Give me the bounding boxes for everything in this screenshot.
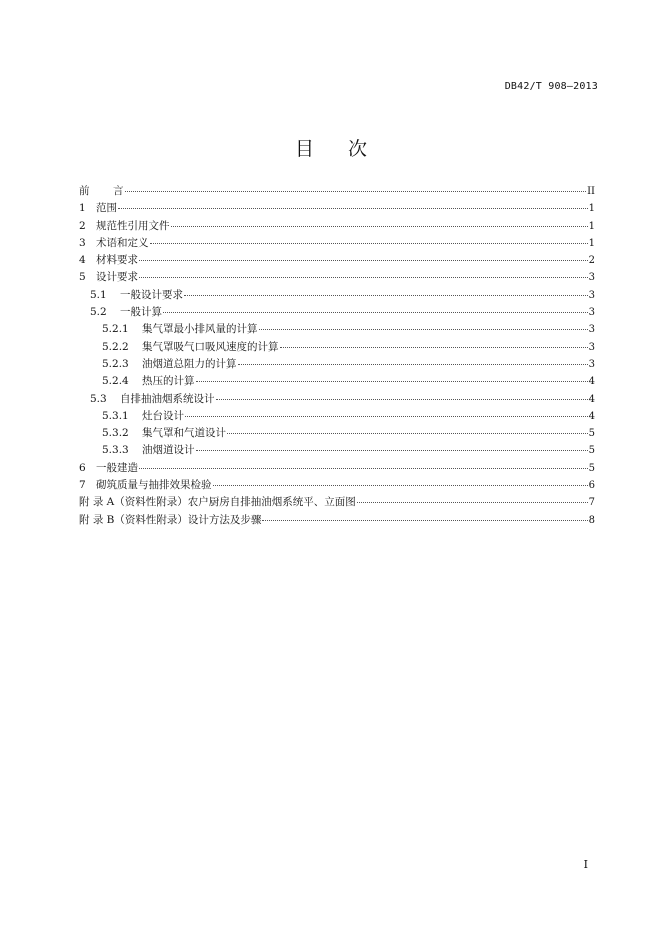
toc-entry-label: （资料性附录）农户厨房自排抽油烟系统平、立面图: [114, 496, 356, 509]
toc-entry-page: 3: [588, 272, 595, 284]
toc-entry[interactable]: [79, 287, 595, 304]
toc-entry-number: 5: [79, 271, 86, 284]
toc-entry[interactable]: [79, 321, 595, 338]
toc-entry[interactable]: [79, 442, 595, 459]
toc-entry-number: 7: [79, 479, 86, 492]
table-of-contents: [79, 183, 595, 529]
toc-entry-number: 5.2.1: [102, 323, 129, 336]
toc-entry-page: 3: [588, 289, 595, 301]
toc-entry-page: 1: [588, 203, 595, 215]
document-code: DB42/T 908—2013: [504, 81, 598, 92]
toc-entry[interactable]: [79, 425, 595, 442]
toc-entry-label: 设计要求: [96, 271, 138, 284]
toc-entry-number: 5.2.3: [102, 357, 129, 370]
toc-leader-dots: [171, 226, 588, 227]
toc-leader-dots: [185, 416, 588, 417]
toc-entry-label: 热压的计算: [142, 375, 195, 388]
toc-entry[interactable]: [79, 304, 595, 321]
toc-entry-number: 5.2: [90, 306, 107, 319]
toc-leader-dots: [227, 433, 588, 434]
toc-entry[interactable]: [79, 477, 595, 494]
toc-entry[interactable]: [79, 218, 595, 235]
toc-entry-number: 5.2.4: [102, 375, 129, 388]
toc-entry-label: 言: [113, 185, 124, 197]
toc-entry-label: 一般设计要求: [120, 288, 183, 301]
toc-entry-page: 5: [588, 428, 595, 440]
toc-leader-dots: [163, 312, 588, 313]
toc-entry[interactable]: [79, 183, 595, 200]
toc-leader-dots: [184, 295, 588, 296]
toc-leader-dots: [125, 191, 587, 192]
toc-entry-number: 5.2.2: [102, 340, 129, 353]
toc-entry-number: 附 录 A: [79, 496, 115, 509]
toc-leader-dots: [216, 399, 588, 400]
toc-entry[interactable]: [79, 235, 595, 252]
toc-entry-number: 5.3: [90, 392, 107, 405]
toc-entry-page: 4: [588, 410, 595, 422]
toc-entry-page: 3: [588, 341, 595, 353]
toc-entry-number: 2: [79, 219, 86, 232]
toc-leader-dots: [357, 502, 588, 503]
toc-entry[interactable]: [79, 356, 595, 373]
toc-entry[interactable]: [79, 339, 595, 356]
toc-entry-label: 砌筑质量与抽排效果检验: [96, 479, 212, 492]
page-number: I: [583, 858, 588, 871]
toc-entry[interactable]: [79, 460, 595, 477]
toc-entry-page: 4: [588, 393, 595, 405]
toc-entry-page: 8: [588, 514, 595, 526]
toc-entry-label: 范围: [96, 202, 117, 215]
toc-entry-page: 6: [588, 480, 595, 492]
toc-entry-page: 1: [588, 220, 595, 232]
toc-entry[interactable]: [79, 494, 595, 511]
toc-entry[interactable]: [79, 200, 595, 217]
toc-entry[interactable]: [79, 512, 595, 529]
toc-leader-dots: [262, 520, 587, 521]
toc-entry[interactable]: [79, 373, 595, 390]
toc-leader-dots: [139, 468, 588, 469]
toc-leader-dots: [280, 347, 588, 348]
toc-entry-number: 5.1: [90, 288, 107, 301]
toc-entry-page: 1: [588, 237, 595, 249]
toc-leader-dots: [139, 277, 588, 278]
page-title: 目 次: [294, 138, 382, 160]
toc-entry-page: 7: [588, 497, 595, 509]
toc-entry-label: （资料性附录）设计方法及步骤: [114, 513, 262, 526]
toc-entry-page: 3: [588, 324, 595, 336]
toc-leader-dots: [213, 485, 588, 486]
toc-entry-page: 3: [588, 307, 595, 319]
toc-leader-dots: [196, 450, 588, 451]
toc-leader-dots: [139, 260, 588, 261]
toc-entry-page: 3: [588, 358, 595, 370]
toc-entry-label: 术语和定义: [96, 236, 149, 249]
toc-entry-label: 材料要求: [96, 254, 138, 267]
toc-entry-number: 5.3.1: [102, 409, 129, 422]
toc-entry-number: 5.3.2: [102, 427, 129, 440]
toc-entry-page: 2: [588, 255, 595, 267]
toc-leader-dots: [259, 329, 588, 330]
toc-entry-page: 5: [588, 445, 595, 457]
toc-entry-label: 集气罩和气道设计: [142, 427, 226, 440]
toc-entry-number: 6: [79, 461, 86, 474]
toc-leader-dots: [150, 243, 588, 244]
toc-leader-dots: [238, 364, 588, 365]
toc-entry-number: 5.3.3: [102, 444, 129, 457]
toc-entry-number: 前: [79, 185, 90, 197]
toc-entry[interactable]: [79, 408, 595, 425]
toc-entry-label: 油烟道总阻力的计算: [142, 357, 237, 370]
toc-entry[interactable]: [79, 391, 595, 408]
toc-entry[interactable]: [79, 269, 595, 286]
toc-entry-number: 附 录 B: [79, 513, 115, 526]
toc-entry-number: 1: [79, 202, 86, 215]
toc-leader-dots: [196, 381, 588, 382]
toc-entry-label: 油烟道设计: [142, 444, 195, 457]
toc-entry-page: 4: [588, 376, 595, 388]
toc-entry-label: 一般建造: [96, 461, 138, 474]
toc-entry-label: 集气罩吸气口吸风速度的计算: [142, 340, 279, 353]
toc-entry-number: 4: [79, 254, 86, 267]
toc-entry-page: 5: [588, 462, 595, 474]
toc-entry-label: 灶台设计: [142, 409, 184, 422]
toc-entry-page: II: [587, 186, 595, 197]
toc-entry-label: 自排抽油烟系统设计: [120, 392, 215, 405]
toc-entry-label: 集气罩最小排风量的计算: [142, 323, 258, 336]
toc-entry-number: 3: [79, 236, 86, 249]
toc-leader-dots: [118, 208, 588, 209]
toc-entry[interactable]: [79, 252, 595, 269]
toc-entry-label: 规范性引用文件: [96, 219, 170, 232]
toc-entry-label: 一般计算: [120, 306, 162, 319]
